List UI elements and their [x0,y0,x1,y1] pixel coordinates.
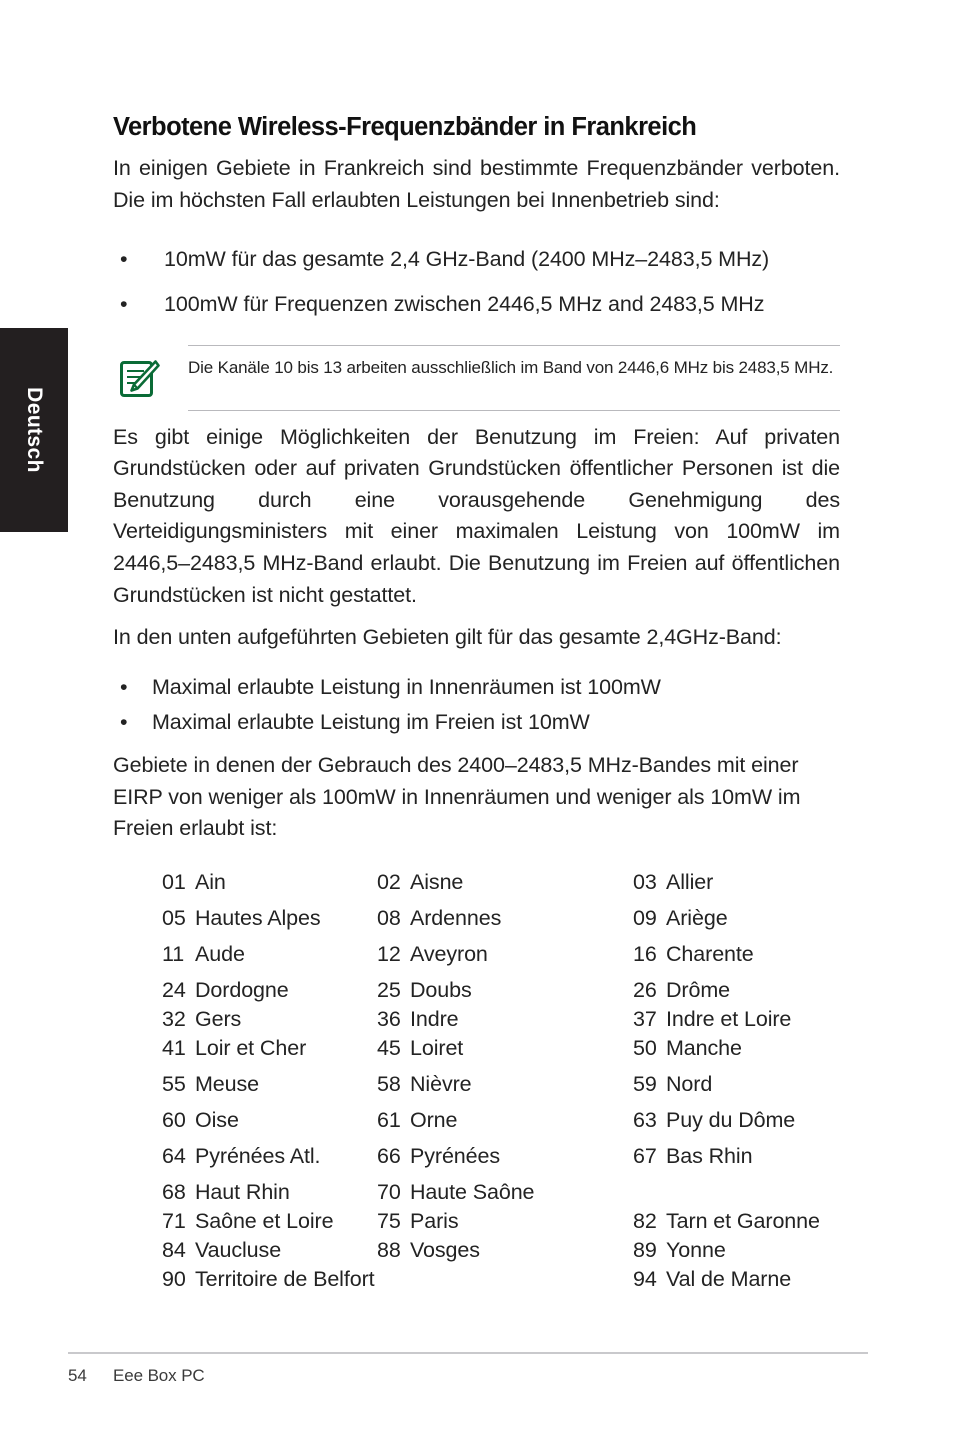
department-code: 63 [633,1107,657,1132]
department-code: 70 [377,1179,401,1204]
department-name: Nord [666,1071,713,1096]
department-code: 55 [162,1071,186,1096]
department-cell [162,1143,377,1168]
intro-paragraph: In einigen Gebiete in Frankreich sind bestimmte Frequenzbänder verboten. Die im höchsten Fall erlaubten Leistungen bei Innenbetrieb sind: [113,156,840,212]
department-cell [633,1266,840,1291]
language-tab-deutsch [0,328,68,532]
bullet-icon: • [120,674,128,699]
department-row [162,1179,840,1211]
department-code: 67 [633,1143,657,1168]
department-cell [162,1071,377,1096]
department-name: Territoire de Belfort [195,1266,375,1291]
department-name: Meuse [195,1071,260,1096]
department-code: 82 [633,1208,657,1233]
department-row [162,1208,840,1240]
department-row [162,869,840,908]
department-code: 05 [162,905,186,930]
department-name: Loiret [410,1035,464,1060]
department-code: 12 [377,941,401,966]
outdoor-paragraph: Es gibt einige Möglichkeiten der Benutzung im Freien: Auf privaten Grundstücken oder auf privaten Grundstücken öffentlicher Personen ist die Benutzung durch eine vorausgehende Genehmigung des Verteidigungsministers mit einer maximalen Leistung von 100mW im 2446,5–2483,5 MHz-Band erlaubt. Die Benutzung im Freien auf öffentlichen Grundstücken ist nicht gestattet. [113,424,840,607]
department-name: Yonne [666,1237,726,1262]
department-cell [162,1035,377,1060]
note-callout [113,345,840,411]
department-code: 02 [377,869,401,894]
department-code: 88 [377,1237,401,1262]
department-code: 45 [377,1035,401,1060]
note-text: Die Kanäle 10 bis 13 arbeiten ausschließlich im Band von 2446,6 MHz bis 2483,5 MHz. [188,357,834,377]
department-name: Dordogne [195,977,289,1002]
page-footer [68,1352,868,1386]
bullet-icon: • [120,710,128,735]
department-list [113,869,840,1298]
department-row [162,1071,840,1110]
department-cell [162,905,377,930]
department-cell [162,869,377,894]
department-cell [633,1006,840,1031]
department-code: 68 [162,1179,186,1204]
department-name: Val de Marne [666,1266,792,1291]
department-code: 60 [162,1107,186,1132]
department-name: Loir et Cher [195,1035,307,1060]
list-item-label: Maximal erlaubte Leistung in Innenräumen ist 100mW [152,674,661,699]
department-name: Allier [666,869,714,894]
department-name: Aisne [410,869,464,894]
department-row [162,1035,840,1074]
department-code: 61 [377,1107,401,1132]
department-cell [162,1179,377,1204]
department-cell [377,941,633,966]
department-name: Ariège [666,905,728,930]
department-code: 89 [633,1237,657,1262]
department-cell [377,905,633,930]
department-code: 84 [162,1237,186,1262]
department-name: Doubs [410,977,472,1002]
department-cell [633,1071,840,1096]
department-name: Paris [410,1208,459,1233]
department-code: 94 [633,1266,657,1291]
department-code: 75 [377,1208,401,1233]
department-code: 58 [377,1071,401,1096]
department-name: Saône et Loire [195,1208,334,1233]
list-item-label: 10mW für das gesamte 2,4 GHz-Band (2400 MHz–2483,5 MHz) [164,246,770,271]
department-cell [633,905,840,930]
page-title: Verbotene Wireless-Frequenzbänder in Frankreich [113,113,697,141]
bullet-icon: • [120,292,128,317]
department-cell [377,1237,633,1262]
department-cell [377,1107,633,1132]
list-item [113,289,840,321]
department-name: Nièvre [410,1071,472,1096]
department-code: 41 [162,1035,186,1060]
department-name: Orne [410,1107,458,1132]
department-cell [377,1179,633,1204]
department-code: 32 [162,1006,186,1031]
department-name: Aveyron [410,941,488,966]
department-cell [162,1208,377,1233]
department-name: Vaucluse [195,1237,282,1262]
department-cell [633,1035,840,1060]
department-name: Pyrénées Atl. [195,1143,321,1168]
department-name: Bas Rhin [666,1143,753,1168]
department-name: Haut Rhin [195,1179,290,1204]
list-item [113,672,840,704]
department-code: 01 [162,869,186,894]
department-code: 59 [633,1071,657,1096]
department-name: Gers [195,1006,242,1031]
language-tab-label: Deutsch [23,387,46,473]
department-cell [162,941,377,966]
power-limits-list [113,244,840,321]
areas-intro-paragraph: In den unten aufgeführten Gebieten gilt für das gesamte 2,4GHz-Band: [113,625,782,650]
department-name: Puy du Dôme [666,1107,796,1132]
department-code: 37 [633,1006,657,1031]
department-cell [162,1107,377,1132]
department-cell [377,1035,633,1060]
bullet-icon: • [120,246,128,271]
department-code: 64 [162,1143,186,1168]
department-row [162,905,840,944]
department-name: Manche [666,1035,742,1060]
department-code: 09 [633,905,657,930]
department-cell [377,869,633,894]
department-name: Oise [195,1107,239,1132]
list-item [113,707,840,739]
list-item-label: Maximal erlaubte Leistung im Freien ist 10mW [152,710,590,735]
note-bottom-divider [188,410,840,411]
footer-page-number: 54 [68,1366,87,1385]
department-code: 90 [162,1266,186,1291]
department-code: 16 [633,941,657,966]
department-code: 25 [377,977,401,1002]
department-name: Tarn et Garonne [666,1208,820,1233]
department-cell [162,1006,377,1031]
department-cell [377,1006,633,1031]
department-name: Indre [410,1006,459,1031]
department-name: Vosges [410,1237,480,1262]
department-row [162,1006,840,1038]
department-cell [633,1208,840,1233]
department-cell [633,1143,840,1168]
areas-list-intro-paragraph: Gebiete in denen der Gebrauch des 2400–2483,5 MHz-Bandes mit einer EIRP von weniger als 100mW in Innenräumen und weniger als 10mW im Freien erlaubt ist: [113,753,801,841]
department-name: Hautes Alpes [195,905,321,930]
footer-document-name: Eee Box PC [113,1366,205,1385]
department-cell [377,1143,633,1168]
department-code: 36 [377,1006,401,1031]
department-cell [377,977,633,1002]
department-row [162,1107,840,1146]
department-row [162,977,840,1009]
department-cell [162,977,377,1002]
department-cell [377,1071,633,1096]
department-code: 26 [633,977,657,1002]
department-name: Ardennes [410,905,502,930]
department-cell [633,941,840,966]
department-row [162,1266,840,1298]
department-name: Pyrénées [410,1143,501,1168]
department-code: 11 [162,941,185,966]
department-name: Charente [666,941,754,966]
department-cell [162,1237,377,1262]
department-name: Indre et Loire [666,1006,792,1031]
department-code: 71 [162,1208,186,1233]
department-cell [162,1266,377,1291]
list-item-label: 100mW für Frequenzen zwischen 2446,5 MHz and 2483,5 MHz [164,292,765,317]
department-code: 03 [633,869,657,894]
department-cell [633,977,840,1002]
department-code: 24 [162,977,186,1002]
department-name: Drôme [666,977,731,1002]
department-name: Ain [195,869,226,894]
page-content [113,0,840,1298]
department-cell [377,1208,633,1233]
department-row [162,1237,840,1269]
department-row [162,941,840,980]
department-row [162,1143,840,1182]
department-cell [633,1237,840,1262]
department-name: Haute Saône [410,1179,535,1204]
list-item [113,244,840,276]
note-pencil-icon [113,355,188,401]
department-name: Aude [195,941,245,966]
department-code: 66 [377,1143,401,1168]
department-code: 08 [377,905,401,930]
department-cell [633,1107,840,1132]
area-limits-list [113,672,840,739]
department-code: 50 [633,1035,657,1060]
department-cell [633,869,840,894]
